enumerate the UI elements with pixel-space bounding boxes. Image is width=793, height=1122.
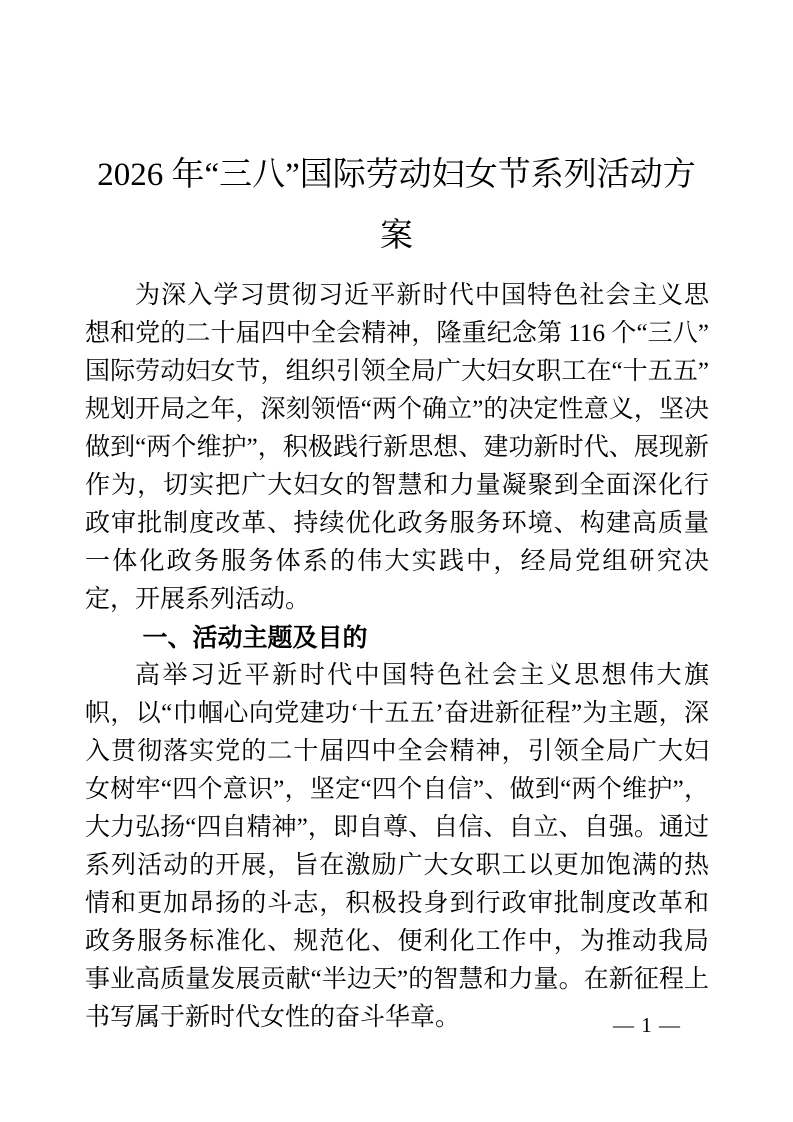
document-title: [0, 0, 793, 267]
section-heading-activity-theme: 一、活动主题及目的: [142, 624, 368, 652]
paragraph-activity-theme: 高举习近平新时代中国特色社会主义思想伟大旗帜，以“巾帼心向党建功‘十五五’奋进新征程”为主题，深入贯彻落实党的二十届四中全会精神，引领全局广大妇女树牢“四个意识”，坚定“四个自信”、做到“两个维护”，大力弘扬“四自精神”，即自尊、自信、自立、自强。通过系列活动的开展，旨在激励广大女职工以更加饱满的热情和更加昂扬的斗志，积极投身到行政审批制度改革和政务服务标准化、规范化、便利化工作中，为推动我局事业高质量发展贡献“半边天”的智慧和力量。在新征程上书写属于新时代女性的奋斗华章。: [85, 662, 709, 1031]
document-title-line-2: 案: [380, 218, 413, 254]
paragraph-introduction: 为深入学习贯彻习近平新时代中国特色社会主义思想和党的二十届四中全会精神，隆重纪念第 116 个“三八”国际劳动妇女节，组织引领全局广大妇女职工在“十五五”规划开局之年，深刻领悟“两个确立”的决定性意义，坚决做到“两个维护”，积极践行新思想、建功新时代、展现新作为，切实把广大妇女的智慧和力量凝聚到全面深化行政审批制度改革、持续优化政务服务环境、构建高质量一体化政务服务体系的伟大实践中，经局党组研究决定，开展系列活动。: [85, 282, 709, 613]
document-title-line-1: 2026 年“三八”国际劳动妇女节系列活动方: [97, 157, 696, 193]
page-number: — 1 —: [613, 1013, 681, 1037]
document-body: [85, 277, 709, 1037]
